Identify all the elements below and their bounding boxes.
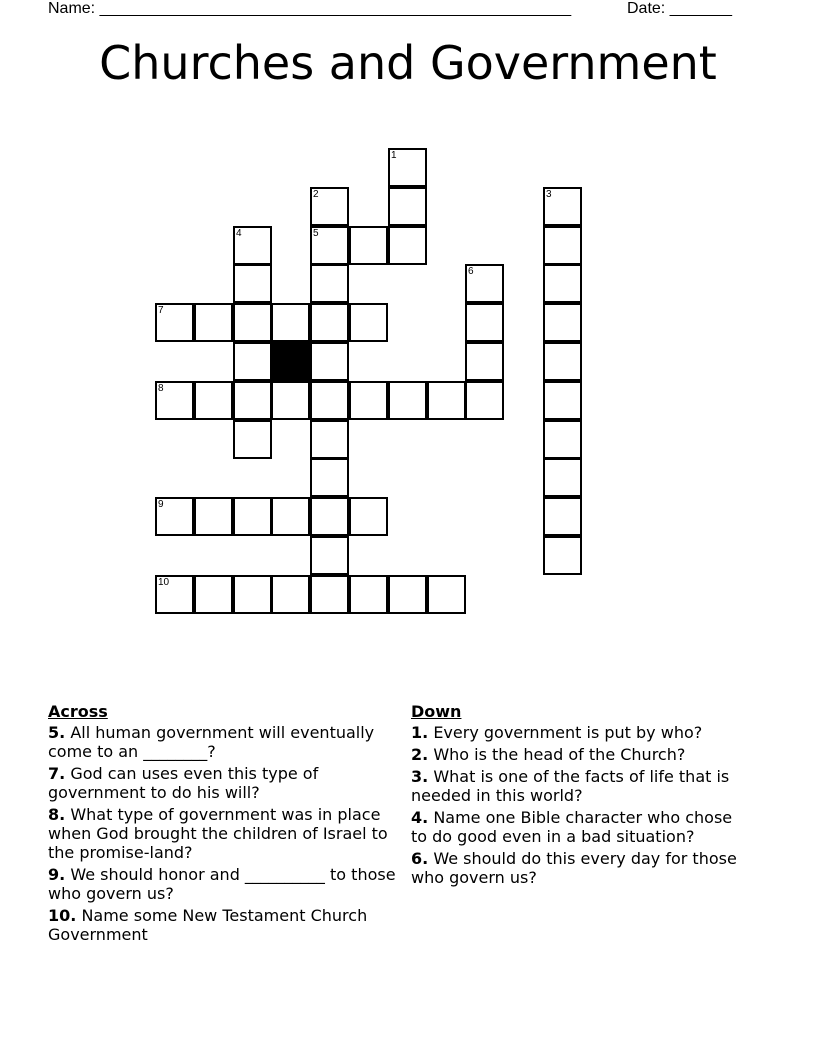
- crossword-cell[interactable]: [310, 497, 349, 536]
- crossword-cell[interactable]: [388, 148, 427, 187]
- across-clue: [48, 906, 408, 944]
- crossword-cell[interactable]: [271, 303, 310, 342]
- crossword-cell[interactable]: [349, 303, 388, 342]
- crossword-cell[interactable]: [388, 575, 427, 614]
- clue-text: Who is the head of the Church?: [433, 745, 686, 764]
- crossword-cell[interactable]: [155, 497, 194, 536]
- clue-number: 2.: [411, 745, 429, 764]
- crossword-cell[interactable]: [233, 381, 272, 420]
- crossword-cell[interactable]: [427, 381, 466, 420]
- cell-number: 2: [313, 189, 319, 200]
- crossword-cell[interactable]: [271, 381, 310, 420]
- crossword-cell[interactable]: [543, 497, 582, 536]
- down-clue: [411, 808, 751, 846]
- clue-text: What is one of the facts of life that is needed in this world?: [411, 767, 730, 805]
- crossword-cell[interactable]: [155, 575, 194, 614]
- clue-number: 5.: [48, 723, 66, 742]
- cell-number: 4: [236, 228, 242, 239]
- crossword-cell[interactable]: [388, 381, 427, 420]
- clue-number: 3.: [411, 767, 429, 786]
- crossword-cell[interactable]: [543, 420, 582, 459]
- across-clues: [48, 702, 408, 947]
- clue-text: All human government will eventually come to an ________?: [48, 723, 375, 761]
- across-clue: [48, 723, 408, 761]
- clue-text: Name one Bible character who chose to do good even in a bad situation?: [411, 808, 733, 846]
- crossword-cell[interactable]: [194, 575, 233, 614]
- crossword-cell[interactable]: [349, 497, 388, 536]
- crossword-cell[interactable]: [155, 381, 194, 420]
- cell-number: 8: [158, 383, 164, 394]
- across-clue: [48, 764, 408, 802]
- crossword-cell[interactable]: [155, 303, 194, 342]
- down-clue: [411, 849, 751, 887]
- down-clue: [411, 745, 751, 764]
- cell-number: 10: [158, 577, 170, 588]
- crossword-cell[interactable]: [310, 536, 349, 575]
- crossword-cell[interactable]: [310, 226, 349, 265]
- down-heading: Down: [411, 702, 462, 721]
- clue-text: We should do this every day for those who govern us?: [411, 849, 737, 887]
- down-clues: [411, 702, 751, 890]
- crossword-cell[interactable]: [543, 264, 582, 303]
- down-clue: [411, 723, 751, 742]
- cell-number: 1: [391, 150, 397, 161]
- clue-number: 7.: [48, 764, 66, 783]
- crossword-cell[interactable]: [271, 575, 310, 614]
- crossword-cell[interactable]: [349, 226, 388, 265]
- crossword-cell[interactable]: [310, 575, 349, 614]
- date-field[interactable]: Date: _______: [627, 0, 732, 17]
- crossword-cell[interactable]: [427, 575, 466, 614]
- cell-number: 7: [158, 305, 164, 316]
- across-clue: [48, 865, 408, 903]
- cell-number: 5: [313, 228, 319, 239]
- clue-text: What type of government was in place when God brought the children of Israel to the promise-land?: [48, 805, 388, 862]
- crossword-cell[interactable]: [310, 187, 349, 226]
- crossword-cell[interactable]: [233, 264, 272, 303]
- crossword-cell[interactable]: [233, 226, 272, 265]
- down-clue: [411, 767, 751, 805]
- crossword-cell[interactable]: [349, 381, 388, 420]
- clue-text: Name some New Testament Church Government: [48, 906, 368, 944]
- crossword-cell[interactable]: [310, 264, 349, 303]
- crossword-cell[interactable]: [233, 420, 272, 459]
- crossword-cell[interactable]: [543, 536, 582, 575]
- crossword-cell[interactable]: [543, 458, 582, 497]
- clue-number: 6.: [411, 849, 429, 868]
- clue-number: 8.: [48, 805, 66, 824]
- crossword-cell[interactable]: [310, 303, 349, 342]
- crossword-cell[interactable]: [543, 226, 582, 265]
- clue-text: Every government is put by who?: [433, 723, 703, 742]
- clue-number: 1.: [411, 723, 429, 742]
- clue-text: God can uses even this type of government to do his will?: [48, 764, 319, 802]
- across-clue: [48, 805, 408, 862]
- crossword-cell[interactable]: [465, 264, 504, 303]
- page-title: Churches and Government: [99, 36, 717, 90]
- crossword-cell[interactable]: [543, 187, 582, 226]
- crossword-cell[interactable]: [194, 381, 233, 420]
- crossword-cell[interactable]: [233, 497, 272, 536]
- crossword-cell[interactable]: [465, 303, 504, 342]
- cell-number: 9: [158, 499, 164, 510]
- crossword-cell[interactable]: [543, 342, 582, 381]
- cell-number: 3: [546, 189, 552, 200]
- crossword-cell[interactable]: [543, 381, 582, 420]
- crossword-cell[interactable]: [465, 381, 504, 420]
- crossword-cell[interactable]: [465, 342, 504, 381]
- clue-number: 10.: [48, 906, 77, 925]
- across-heading: Across: [48, 702, 108, 721]
- crossword-cell[interactable]: [310, 381, 349, 420]
- clue-number: 4.: [411, 808, 429, 827]
- crossword-cell[interactable]: [349, 575, 388, 614]
- crossword-cell[interactable]: [233, 342, 272, 381]
- crossword-cell[interactable]: [233, 303, 272, 342]
- crossword-black-cell: [271, 342, 310, 381]
- clue-text: We should honor and __________ to those who govern us?: [48, 865, 396, 903]
- crossword-cell[interactable]: [194, 303, 233, 342]
- crossword-cell[interactable]: [310, 342, 349, 381]
- crossword-cell[interactable]: [233, 575, 272, 614]
- crossword-cell[interactable]: [194, 497, 233, 536]
- name-field[interactable]: Name: _____________________________________________________: [48, 0, 572, 17]
- crossword-cell[interactable]: [271, 497, 310, 536]
- cell-number: 6: [468, 266, 474, 277]
- crossword-cell[interactable]: [310, 458, 349, 497]
- crossword-cell[interactable]: [388, 187, 427, 226]
- clue-number: 9.: [48, 865, 66, 884]
- crossword-cell[interactable]: [388, 226, 427, 265]
- crossword-cell[interactable]: [543, 303, 582, 342]
- crossword-cell[interactable]: [310, 420, 349, 459]
